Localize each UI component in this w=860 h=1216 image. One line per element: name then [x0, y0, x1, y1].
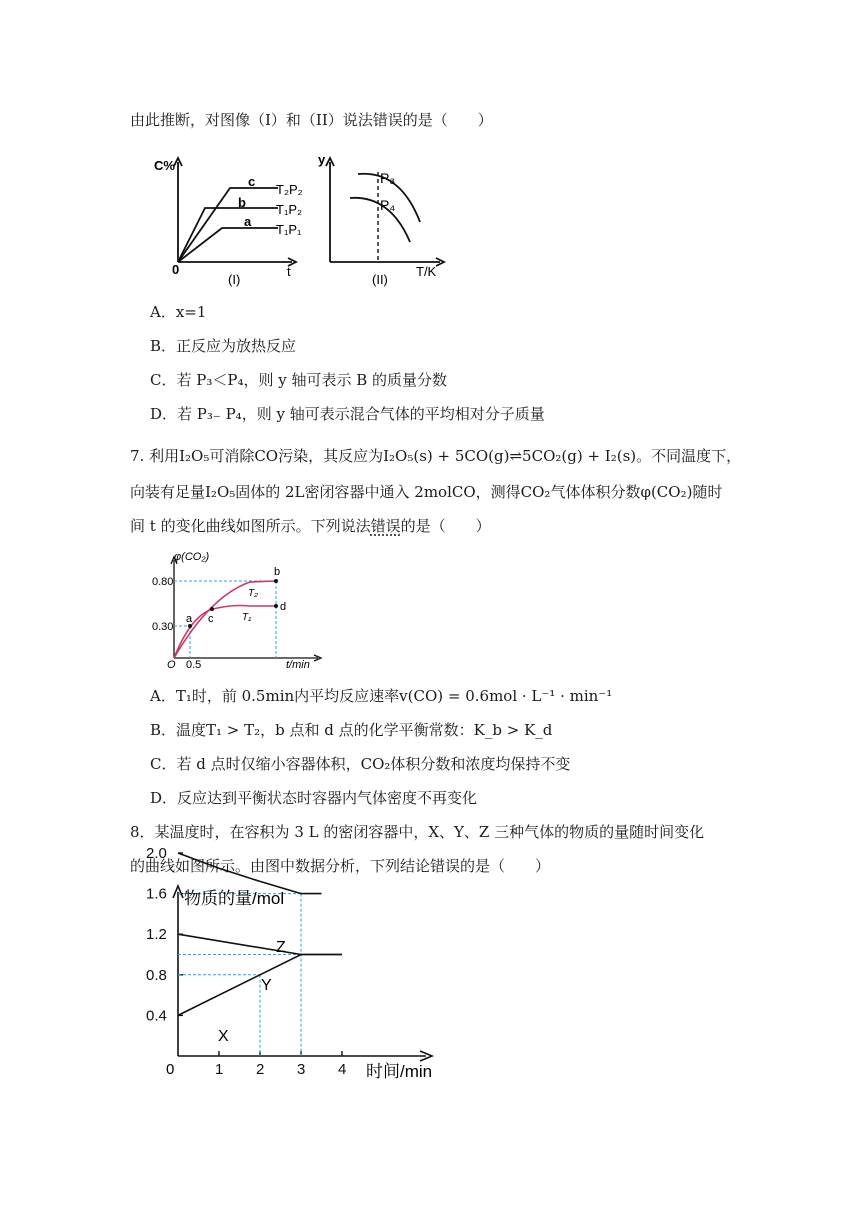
q7-emphasis-wrong: 错误	[370, 517, 401, 535]
x-tick-label: 3	[297, 1061, 306, 1078]
q7-stem-line-2: 向装有足量I₂O₅固体的 2L密闭容器中通入 2molCO，测得CO₂气体体积分数φ(CO₂)随时	[130, 483, 723, 501]
series-x-label: X	[218, 1028, 229, 1045]
curve-b-letter: b	[238, 195, 246, 210]
series-y-label: Y	[261, 977, 272, 994]
curve-b-label: T₁P₂	[276, 202, 303, 217]
co2-x-label: t/min	[286, 659, 310, 671]
q7-stem-line-3-c: 的是（ ）	[400, 517, 491, 535]
xyz-y-label: 物质的量/mol	[184, 889, 285, 908]
q7-option-c: C．若 d 点时仅缩小容器体积，CO₂体积分数和浓度均保持不变	[150, 755, 571, 773]
q7-stem-line-3-a: 间 t 的变化曲线如图所示。下列说法	[130, 517, 371, 535]
graph-ii-p4-label: P₄	[380, 197, 396, 213]
label-d: d	[280, 601, 287, 613]
graph-i-y-label: C%	[154, 158, 175, 173]
q7-stem-line-1: 7. 利用I₂O₅可消除CO污染，其反应为I₂O₅(s) + 5CO(g)⇌5CO₂(g) + I₂(s)。不同温度下，	[130, 447, 742, 465]
graph-ii-p3-label: P₃	[380, 170, 396, 186]
x-tick-label: 2	[256, 1061, 265, 1078]
curve-c-letter: c	[248, 174, 256, 189]
q6-option-c: C．若 P₃＜P₄，则 y 轴可表示 B 的质量分数	[150, 371, 448, 389]
graph-ii-x-label: T/K	[416, 264, 437, 279]
graph-ii-caption: (II)	[372, 272, 388, 287]
xyz-x-label: 时间/min	[366, 1062, 433, 1081]
point-c	[210, 607, 214, 611]
tick-05: 0.5	[186, 659, 202, 671]
point-b	[274, 579, 278, 583]
graph-i-caption: (I)	[228, 272, 241, 287]
y-tick-label: 0.8	[146, 966, 167, 984]
curve-a-label: T₁P₁	[276, 222, 302, 237]
question-intro: 由此推断，对图像（I）和（II）说法错误的是（ ）	[130, 111, 493, 129]
q8-stem-line-2: 的曲线如图所示。由图中数据分析，下列结论错误的是（ ）	[130, 857, 551, 875]
curve-a-letter: a	[244, 214, 252, 229]
q7-stem-line-3	[130, 516, 491, 536]
graph-i-origin: 0	[172, 262, 180, 277]
q8-stem-line-1: 8．某温度时，在容积为 3 L 的密闭容器中，X、Y、Z 三种气体的物质的量随时间变化	[130, 823, 705, 841]
y-tick-label: 1.2	[146, 926, 167, 944]
co2-y-label: φ(CO₂)	[174, 551, 210, 563]
series-z-label: Z	[276, 939, 286, 956]
q7-option-d: D．反应达到平衡状态时容器内气体密度不再变化	[150, 789, 478, 807]
label-b: b	[274, 566, 281, 578]
co2-origin: O	[167, 659, 176, 671]
point-d	[274, 604, 278, 608]
q7-option-a: A．T₁时，前 0.5min内平均反应速率v(CO) = 0.6mol · L⁻¹ · min⁻¹	[150, 687, 613, 705]
y-tick-label: 0.4	[146, 1007, 167, 1025]
series-t2-label: T₂	[248, 588, 258, 599]
graph-i-x-label: t	[287, 264, 291, 279]
label-c: c	[208, 613, 214, 625]
xyz-origin: 0	[166, 1061, 175, 1078]
label-a: a	[186, 613, 193, 625]
curve-b	[178, 208, 278, 262]
series-t1-label: T₁	[242, 612, 252, 623]
x-tick-label: 4	[338, 1061, 347, 1078]
q6-option-a: A．x=1	[150, 303, 207, 321]
q7-option-b: B．温度T₁ > T₂，b 点和 d 点的化学平衡常数：K_b > K_d	[150, 721, 553, 739]
y-tick-label: 2.0	[146, 845, 167, 862]
tick-080: 0.80	[152, 576, 174, 588]
q6-option-d: D．若 P₃₋ P₄，则 y 轴可表示混合气体的平均相对分子质量	[150, 405, 545, 423]
figure-co2-chart	[150, 548, 330, 672]
curve-c-label: T₂P₂	[276, 182, 303, 197]
q6-option-b: B．正反应为放热反应	[150, 337, 297, 355]
tick-030: 0.30	[152, 621, 174, 633]
figure-graphs-1-2	[150, 150, 460, 290]
series-y-line	[178, 934, 342, 954]
graph-ii-y-label: y	[318, 152, 326, 167]
y-tick-label: 1.6	[146, 885, 167, 903]
x-tick-label: 1	[215, 1061, 224, 1078]
